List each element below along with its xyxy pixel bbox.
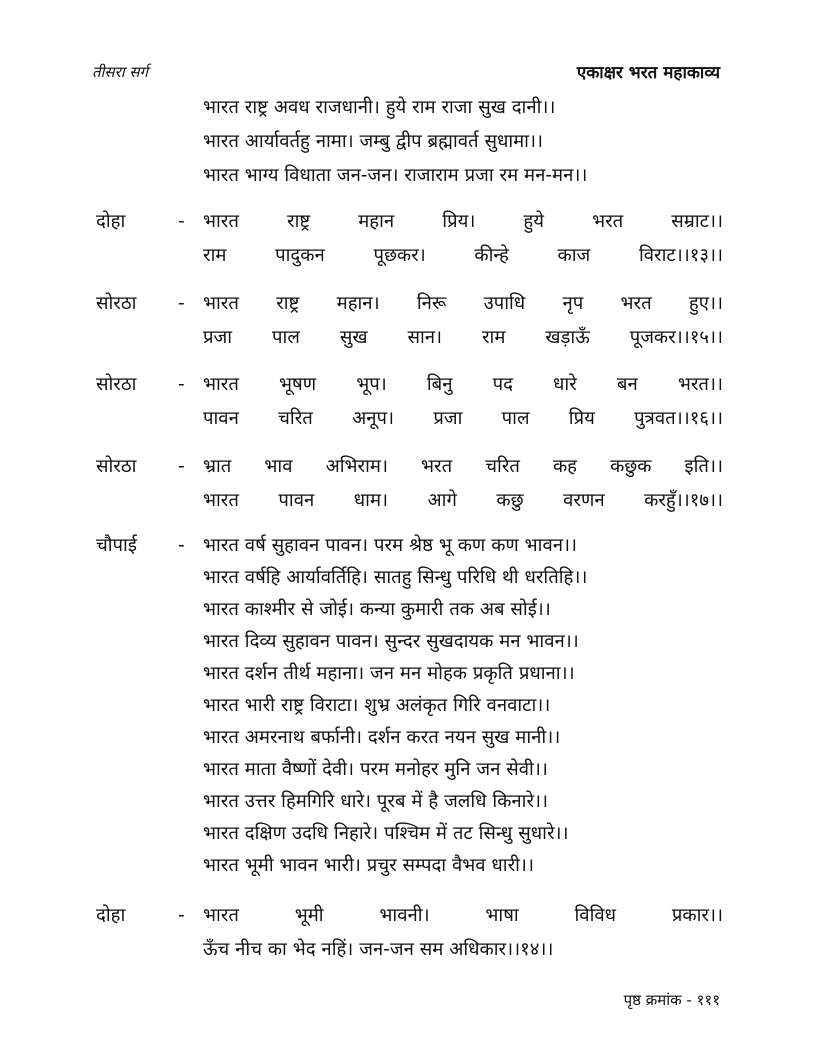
stanza-label: दोहा bbox=[96, 905, 126, 926]
stanza-dash: - bbox=[178, 374, 185, 395]
verse-line: राम पादुकन पूछकर। कीन्हे काज विराट।।१३।। bbox=[203, 245, 723, 266]
verse-line: पावन चरित अनूप। प्रजा पाल प्रिय पुत्रवत।।१६।। bbox=[203, 408, 723, 429]
page-number: पृष्ठ क्रमांक - १११ bbox=[623, 991, 720, 1009]
verse-line: भारत राष्ट्र महान प्रिय। हुये भरत सम्राट।। bbox=[203, 211, 723, 232]
stanza-label: सोरठा bbox=[96, 374, 137, 395]
verse-line: भारत आर्यावर्तहु नामा। जम्बु द्वीप ब्रह्मावर्त सुधामा।। bbox=[203, 131, 543, 152]
verse-line: भारत काश्मीर से जोई। कन्या कुमारी तक अब सोई।। bbox=[203, 599, 551, 620]
stanza-label: सोरठा bbox=[96, 293, 137, 314]
verse-line: भारत राष्ट्र अवध राजधानी। हुये राम राजा सुख दानी।। bbox=[203, 97, 556, 118]
verse-line: ऊँच नीच का भेद नहिं। जन-जन सम अधिकार।।१४।। bbox=[203, 939, 554, 960]
stanza-dash: - bbox=[178, 456, 185, 477]
stanza-label: सोरठा bbox=[96, 456, 137, 477]
verse-line: भारत माता वैष्णों देवी। परम मनोहर मुनि जन सेवी।। bbox=[203, 759, 548, 780]
stanza-label: चौपाई bbox=[96, 535, 137, 556]
verse-line: भारत भारी राष्ट्र विराटा। शुभ्र अलंकृत गिरि वनवाटा।। bbox=[203, 695, 551, 716]
verse-line: प्रजा पाल सुख सान। राम खड़ाऊँ पूजकर।।१५।। bbox=[203, 327, 723, 348]
book-title: एकाक्षर भरत महाकाव्य bbox=[576, 63, 720, 83]
stanza-dash: - bbox=[178, 905, 185, 926]
chapter-label: तीसरा सर्ग bbox=[92, 63, 148, 81]
stanza-dash: - bbox=[178, 211, 185, 232]
verse-line: भ्रात भाव अभिराम। भरत चरित कह कछुक इति।। bbox=[203, 456, 723, 477]
stanza-dash: - bbox=[178, 293, 185, 314]
verse-line: भारत भूमी भावन भारी। प्रचुर सम्पदा वैभव धारी।। bbox=[203, 855, 534, 876]
verse-line: भारत दिव्य सुहावन पावन। सुन्दर सुखदायक मन भावन।। bbox=[203, 631, 579, 652]
verse-line: भारत दक्षिण उदधि निहारे। पश्चिम में तट सिन्धु सुधारे।। bbox=[203, 823, 569, 844]
stanza-label: दोहा bbox=[96, 211, 126, 232]
verse-line: भारत दर्शन तीर्थ महाना। जन मन मोहक प्रकृति प्रधाना।। bbox=[203, 663, 575, 684]
verse-line: भारत भूषण भूप। बिनु पद धारे बन भरत।। bbox=[203, 374, 723, 395]
verse-line: भारत पावन धाम। आगे कछु वरणन करहुँ।।१७।। bbox=[203, 490, 723, 511]
verse-line: भारत उत्तर हिमगिरि धारे। पूरब में है जलधि किनारे।। bbox=[203, 791, 549, 812]
verse-line: भारत अमरनाथ बर्फानी। दर्शन करत नयन सुख मानी।। bbox=[203, 727, 561, 748]
stanza-dash: - bbox=[178, 535, 185, 556]
verse-line: भारत वर्षहि आर्यावर्तिहि। सातहु सिन्धु परिधि थी धरतिहि।। bbox=[203, 567, 588, 588]
verse-line: भारत राष्ट्र महान। निरू उपाधि नृप भरत हुए।। bbox=[203, 293, 723, 314]
verse-line: भारत भूमी भावनी। भाषा विविध प्रकार।। bbox=[203, 905, 723, 926]
verse-line: भारत भाग्य विधाता जन-जन। राजाराम प्रजा रम मन-मन।। bbox=[203, 165, 588, 186]
verse-line: भारत वर्ष सुहावन पावन। परम श्रेष्ठ भू कण कण भावन।। bbox=[203, 535, 578, 556]
